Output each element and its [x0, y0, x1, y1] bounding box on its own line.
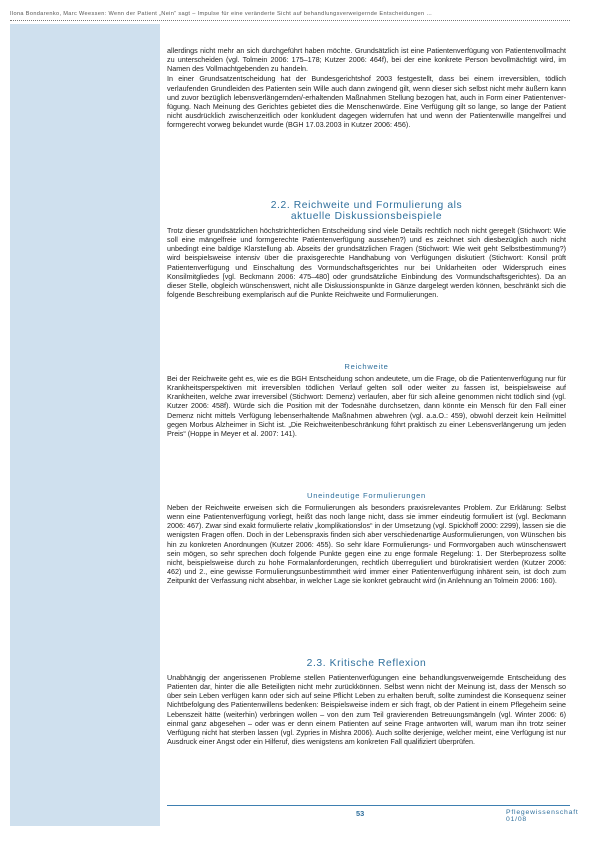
section-heading-2-3: 2.3. Kritische Reflexion	[306, 658, 427, 669]
header-rule	[10, 20, 570, 21]
text-block-reichweite	[167, 374, 566, 438]
text-block-2-2	[167, 226, 566, 299]
subheading-reichweite: Reichweite	[344, 362, 389, 371]
paragraph: allerdings nicht mehr an sich durchgeführt haben möchte. Grundsätzlich ist eine Patientenverfügung von Patientenvollmacht zu unterscheiden (vgl. Tolmein 2006: 175–178; Kutzer 2006: 464f), bei der eine konkrete Person bevollmächtigt wird, im Namen des Vollmachtgebenden zu handeln.	[167, 46, 566, 74]
heading-line: 2.2. Reichweite und Formulierung als	[270, 200, 463, 211]
journal-name: Pflegewissenschaft 01/08	[506, 809, 579, 823]
section-heading-2-2	[167, 200, 566, 222]
paragraph: In einer Grundsatzentscheidung hat der Bundesgerichtshof 2003 festgestellt, dass bei einem irreversiblen, tödlich verlaufenden Grundleiden des Patienten sein Wille auch dann zwingend gilt, wenn dieser sich selbst nicht mehr äußern kann und zuvor bezüglich lebensverlängernden/-erhaltenden Maßnahmen Stellung bezogen hat, auch in Form einer Patientenverfügung. Nach Meinung des Gerichtes gebietet dies die Menschenwürde. Eine Verfügung gilt so lange, so lange der Patient nicht ausdrücklich zwischenzeitlich oder konkludent dagegen widerrufen hat und wenn der Patientenwille mangelfrei und formgerecht vorweg bekundet wurde (BGH 17.03.2003 in Kutzer 2006: 456).	[167, 74, 566, 130]
heading-line: aktuelle Diskussionsbeispiele	[290, 211, 443, 223]
subheading-formulierungen: Uneindeutige Formulierungen	[307, 491, 426, 500]
paragraph: Unabhängig der angerissenen Probleme stellen Patientenverfügungen eine behandlungsverweigernde Entscheidung des Patienten dar, hinter die alle Beteiligten nicht mehr zurückkönnen. Selbst wenn nicht der Meinung ist, dass der Mensch so über sein Leben verfügen kann oder sich auf seine Pflicht Leben zu erhalten beruft, sollte zumindest die Konsequenz seiner Nichtbefolgung des Patientenwillens bedenken: Beispielsweise indem er sich fragt, ob der Patient in einem Pflegeheim seine Lebenszeit hätte (weiterhin) verbringen wollen – von den zum Teil gravierenden Betreuungsmängeln (vgl. Winter 2006: 6) einmal ganz abgesehen – oder was er denn einem Patienten auf seine Frage antworten will, warum man ihn trotz seiner Verfügung nicht hat sterben lassen (vgl. Zypries in Mishra 2006). Auch sollte derjenige, welcher meint, eine Verfügung ist nur Ausdruck einer Angst oder ein Hilferuf, dies wenigstens am konkreten Fall qualifiziert überprüfen.	[167, 673, 566, 747]
paragraph: Trotz dieser grundsätzlichen höchstrichterlichen Entscheidung sind viele Details rechtlich noch nicht geregelt (Stichwort: Wie soll eine mängelfreie und formgerechte Patientenverfügung aussehen?) und es zeichnet sich diesbezüglich auch nicht unbedingt eine baldige Klarstellung ab. Abseits der grundsätzlichen Fragen (Stichwort: Wie weit geht Selbstbestimmung?) wird beispielsweise intensiv über die praxisgerechte Handhabung von Verfügungen diskutiert (Stichwort: Konsil prüft Patientenverfügung und Einschaltung des Vormundschaftsgerichtes nur bei Unklarheiten oder Widerspruch eines Konsilmitgliedes [vgl. Beckmann 2006: 475–480] oder grundsätzliche Einbindung des Vormundschaftsgerichtes). Da an dieser Stelle, obgleich wünschenswert, nicht alle Diskussionspunkte in Gänze dargelegt werden können, beschränkt sich die folgende Beschreibung exemplarisch auf die Punkte Reichweite und Formulierungen.	[167, 226, 566, 300]
paragraph: Neben der Reichweite erweisen sich die Formulierungen als besonders praxisrelevantes Problem. Zur Erklärung: Selbst wenn eine Patientenverfügung vorliegt, heißt das noch lange nicht, dass sie immer eindeutig formuliert ist (vgl. Beckmann 2006: 467). Zwar sind exakt formulierte relativ „komplikationslos“ in der Umsetzung (vgl. Spickhoff 2000: 2299), lassen sie die wenigsten Fragen offen. Doch in der Lebenspraxis finden sich aber verschiedenartige Ausformulierungen, von Wünschen bis hin zu konkreten Anordnungen (Kutzer 2006: 455). So sehr klare Formulierungs- und Formvorgaben auch wünschenswert sein mögen, so sehr sprechen doch folgende Punkte gegen eine zu enge formale Regelung: 1. Der Sterbeprozess sollte nicht, beispielsweise durch zu hohe Formalanforderungen, rechtlich überreguliert und bürokratisiert werden (Kutzer 2006: 462) und 2., eine gewisse Formulierungsunbestimmtheit wird immer einer Patientenverfügung inhärent sein, ist doch zum Zeitpunkt der Verfassung nicht absehbar, in welcher Lage sie konkret gebraucht wird (in Anlehnung an Tolmein 2006: 160).	[167, 503, 566, 586]
text-block-intro	[167, 46, 566, 129]
page-number: 53	[356, 809, 365, 818]
text-block-2-3	[167, 673, 566, 746]
running-head: Ilona Bondarenko, Marc Weessen: Wenn der Patient „Nein“ sagt – Impulse für eine veränderte Sicht auf behandlungsverweigernde Entscheidungen …	[10, 11, 433, 17]
text-block-formulierungen	[167, 503, 566, 585]
paragraph: Bei der Reichweite geht es, wie es die BGH Entscheidung schon andeutete, um die Frage, ob die Patientenverfügung nur für Krankheitsperspektiven mit irreversiblen tödlichen Verlauf gelten soll oder weiter zu fassen ist, beispielsweise auf Krankheiten, welche zwar irreversibel (Stichwort: Demenz) verlaufen, aber für sich alleine genommen nicht tödlich sind (vgl. Kutzer 2006: 458f). Würde sich die Position mit der Todesnähe durchsetzen, dann könnte ein Mensch für den Fall einer Demenz nicht mittels Verfügung lebenserhaltende Maßnahmen abwehren (vgl. a.a.O.: 459), obwohl derzeit kein Heilmittel gegen Morbus Alzheimer in Sicht ist. „Die Reichweitenbeschränkung führt praktisch zu einer Lebensverlängerung um jeden Preis“ (Hoppe in Meyer et al. 2007: 141).	[167, 374, 566, 438]
left-margin-bar	[10, 24, 160, 826]
footer-rule	[167, 805, 570, 806]
